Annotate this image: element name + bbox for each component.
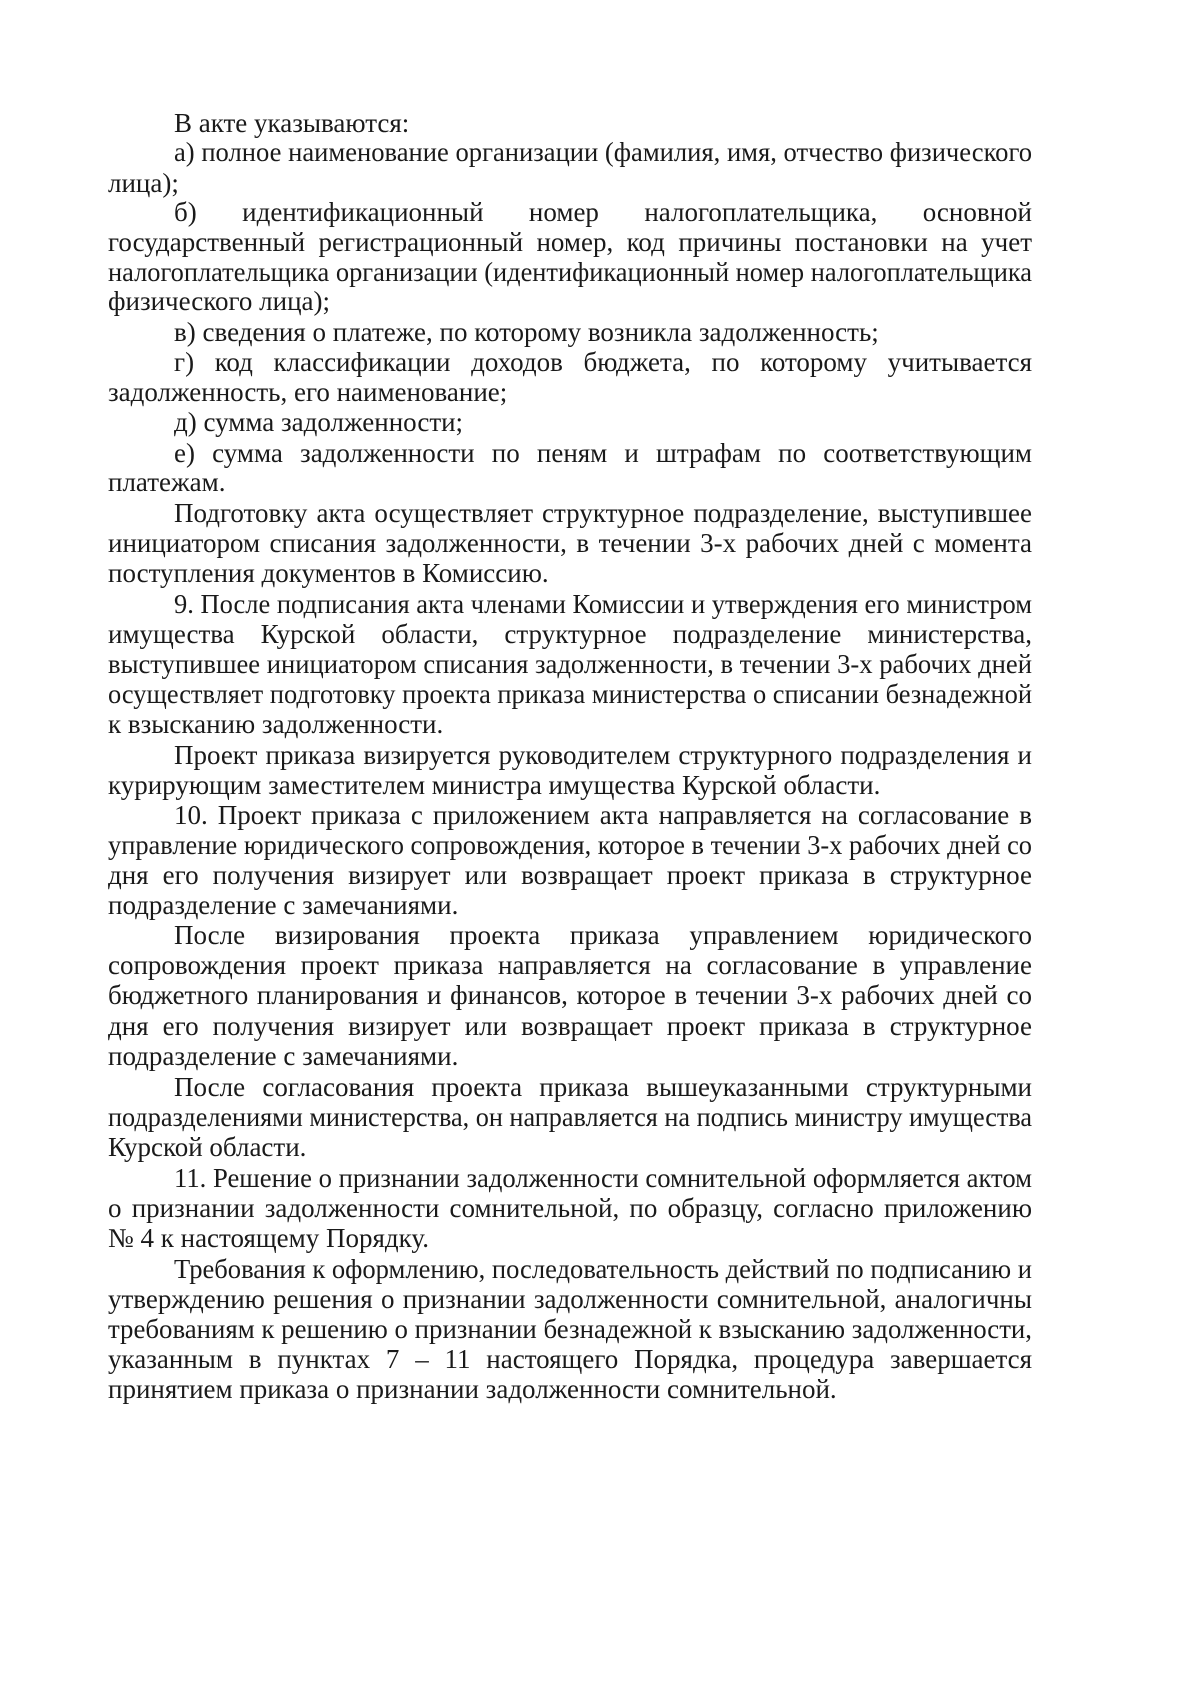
text-line: сопровождения проект приказа направляется на согласование в управление [108, 950, 1032, 980]
text-line: принятием приказа о признании задолженности сомнительной. [108, 1374, 837, 1404]
text-line: в) сведения о платеже, по которому возникла задолженность; [174, 317, 879, 347]
text-line: требованиям к решению о признании безнадежной к взысканию задолженности, [108, 1314, 1032, 1344]
text-line: 10. Проект приказа с приложением акта направляется на согласование в [174, 800, 1032, 830]
text-line: лица); [108, 168, 179, 198]
text-line: утверждению решения о признании задолженности сомнительной, аналогичны [108, 1284, 1032, 1314]
text-line: 11. Решение о признании задолженности сомнительной оформляется актом [174, 1163, 1032, 1193]
text-line: к взысканию задолженности. [108, 709, 444, 739]
text-line: бюджетного планирования и финансов, которое в течении 3-х рабочих дней со [108, 980, 1032, 1010]
text-line: поступления документов в Комиссию. [108, 558, 549, 588]
text-line: а) полное наименование организации (фамилия, имя, отчество физического [174, 137, 1032, 167]
text-line: о признании задолженности сомнительной, по образцу, согласно приложению [108, 1193, 1032, 1223]
text-line: инициатором списания задолженности, в течении 3-х рабочих дней с момента [108, 528, 1032, 558]
text-line: управление юридического сопровождения, которое в течении 3-х рабочих дней со [108, 830, 1032, 860]
text-line: б) идентификационный номер налогоплательщика, основной [174, 197, 1032, 227]
text-line: После согласования проекта приказа вышеуказанными структурными [174, 1072, 1032, 1102]
text-line: подразделениями министерства, он направляется на подпись министру имущества [108, 1102, 1032, 1132]
text-line: дня его получения визирует или возвращает проект приказа в структурное [108, 860, 1032, 890]
text-line: подразделение с замечаниями. [108, 890, 459, 920]
text-line: № 4 к настоящему Порядку. [108, 1223, 429, 1253]
text-line: выступившее инициатором списания задолженности, в течении 3-х рабочих дней [108, 649, 1032, 679]
text-line: указанным в пунктах 7 – 11 настоящего Порядка, процедура завершается [108, 1344, 1032, 1374]
text-line: 9. После подписания акта членами Комиссии и утверждения его министром [174, 589, 1032, 619]
text-line: имущества Курской области, структурное подразделение министерства, [108, 619, 1032, 649]
text-line: В акте указываются: [174, 108, 410, 138]
text-line: курирующим заместителем министра имущества Курской области. [108, 770, 881, 800]
text-line: осуществляет подготовку проекта приказа министерства о списании безнадежной [108, 679, 1032, 709]
text-line: дня его получения визирует или возвращает проект приказа в структурное [108, 1011, 1032, 1041]
text-line: платежам. [108, 467, 226, 497]
text-line: Подготовку акта осуществляет структурное подразделение, выступившее [174, 498, 1032, 528]
text-line: Требования к оформлению, последовательность действий по подписанию и [174, 1254, 1032, 1284]
text-line: физического лица); [108, 286, 331, 316]
text-line: д) сумма задолженности; [174, 407, 464, 437]
text-line: налогоплательщика организации (идентификационный номер налогоплательщика [108, 257, 1032, 287]
text-line: подразделение с замечаниями. [108, 1041, 459, 1071]
text-line: После визирования проекта приказа управлением юридического [174, 920, 1032, 950]
text-line: Курской области. [108, 1132, 307, 1162]
text-line: е) сумма задолженности по пеням и штрафам по соответствующим [174, 438, 1032, 468]
text-line: задолженность, его наименование; [108, 377, 508, 407]
text-line: государственный регистрационный номер, код причины постановки на учет [108, 227, 1032, 257]
text-line: Проект приказа визируется руководителем структурного подразделения и [174, 740, 1032, 770]
text-line: г) код классификации доходов бюджета, по которому учитывается [174, 347, 1032, 377]
